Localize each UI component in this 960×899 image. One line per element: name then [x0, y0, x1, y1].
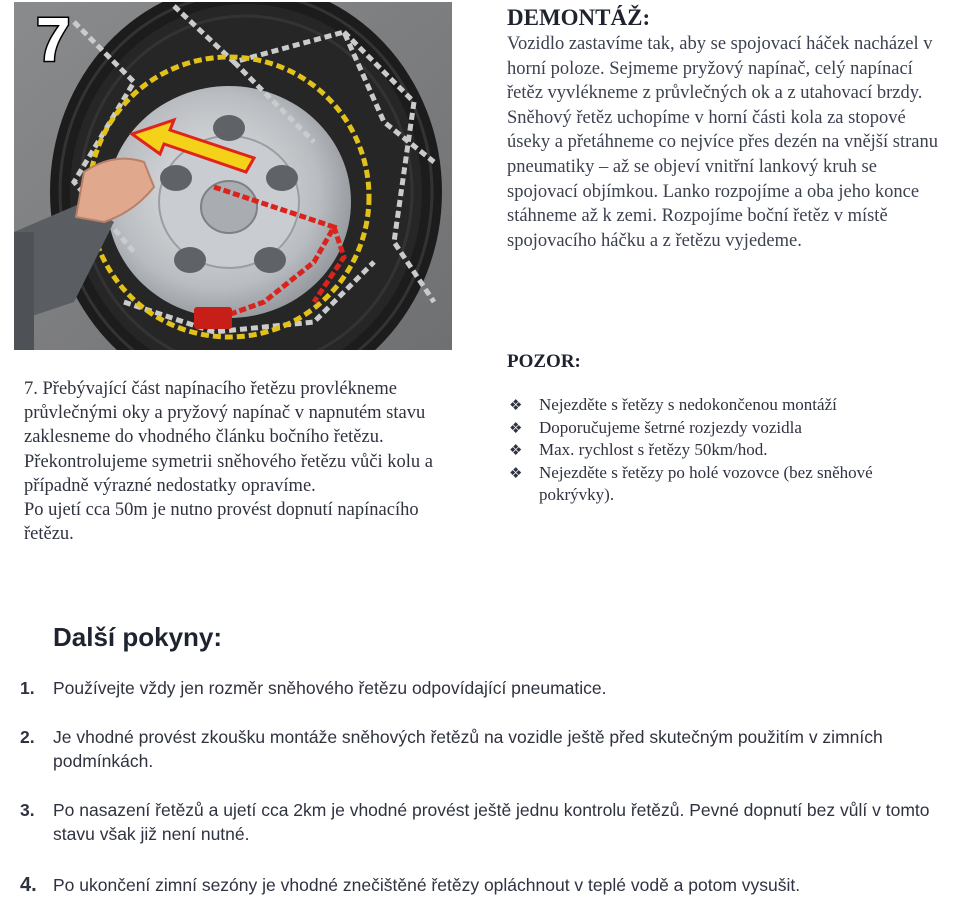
- instruction-item-4: [20, 874, 960, 898]
- instruction-number: 1.: [20, 678, 35, 698]
- step-number-badge: 7: [36, 6, 71, 75]
- wheel-chain-photo: [14, 2, 452, 350]
- instruction-item-2: [20, 726, 960, 773]
- step7-paragraph-1: 7. Přebývající část napínacího řetězu provlékneme průvlečnými oky a pryžový napínač v napnutém stavu zaklesneme do vhodného článku bočního řetězu.: [24, 379, 426, 448]
- dalsi-pokyny-title: Další pokyny:: [53, 622, 223, 652]
- diamond-bullet-icon: ❖: [509, 396, 523, 414]
- instruction-number: 3.: [20, 800, 35, 820]
- instruction-item-3: [20, 799, 960, 846]
- instruction-text: Po ukončení zimní sezóny je vhodné znečištěné řetězy opláchnout v teplé vodě a potom vysušit.: [53, 875, 801, 895]
- step7-section: [24, 377, 454, 546]
- demontaz-section: [507, 6, 947, 253]
- step7-paragraph-3: Po ujetí cca 50m je nutno provést dopnutí napínacího řetězu.: [24, 500, 419, 545]
- instruction-text: Po nasazení řetězů a ujetí cca 2km je vhodné provést ještě jednu kontrolu řetězů. Pevné dopnutí bez vůlí v tomto stavu však již není nutné.: [53, 800, 930, 844]
- pozor-item-text: Doporučujeme šetrné rozjezdy vozidla: [539, 417, 802, 437]
- list-item: [507, 462, 947, 507]
- pozor-item-text: Nejezděte s řetězy po holé vozovce (bez sněhové pokrývky).: [539, 462, 873, 504]
- diamond-bullet-icon: ❖: [509, 418, 523, 437]
- instruction-text: Je vhodné provést zkoušku montáže sněhových řetězů na vozidle ještě před skutečným použitím v zimních podmínkách.: [53, 727, 883, 771]
- pozor-item-text: Max. rychlost s řetězy 50km/hod.: [539, 440, 768, 459]
- demontaz-text: Vozidlo zastavíme tak, aby se spojovací háček nacházel v horní poloze. Sejmeme pryžový napínač, celý napínací řetěz vyvlékneme z průvlečných ok a z utahovací brzdy. Sněhový řetěz uchopíme v horní části kola za stopové úseky a přetáhneme co nejvíce přes dezén na vnější stranu pneumatiky – až se objeví vnitřní lankový kruh se spojovací objímkou. Lanko rozpojíme a oba jeho konce stáhneme až k zemi. Rozpojíme boční řetěz v místě spojovacího háčku a z řetězu vyjedeme.: [507, 34, 938, 251]
- list-item: [507, 417, 947, 440]
- instruction-number: 4.: [20, 874, 37, 896]
- pozor-title: POZOR:: [507, 351, 581, 372]
- list-item: [507, 439, 947, 462]
- instruction-text: Používejte vždy jen rozměr sněhového řetězu odpovídající pneumatice.: [53, 678, 607, 698]
- diamond-bullet-icon: ❖: [509, 441, 523, 459]
- pozor-section: [507, 350, 947, 507]
- pozor-item-text: Nejezděte s řetězy s nedokončenou montáží: [539, 395, 837, 414]
- instruction-item-1: [20, 677, 960, 701]
- instruction-number: 2.: [20, 727, 35, 747]
- diamond-bullet-icon: ❖: [509, 463, 523, 482]
- pozor-list: [507, 394, 947, 507]
- demontaz-title: DEMONTÁŽ:: [507, 5, 651, 30]
- list-item: [507, 394, 947, 417]
- step7-paragraph-2: Překontrolujeme symetrii sněhového řetězu vůči kolu a případně výrazné nedostatky opravíme.: [24, 451, 433, 496]
